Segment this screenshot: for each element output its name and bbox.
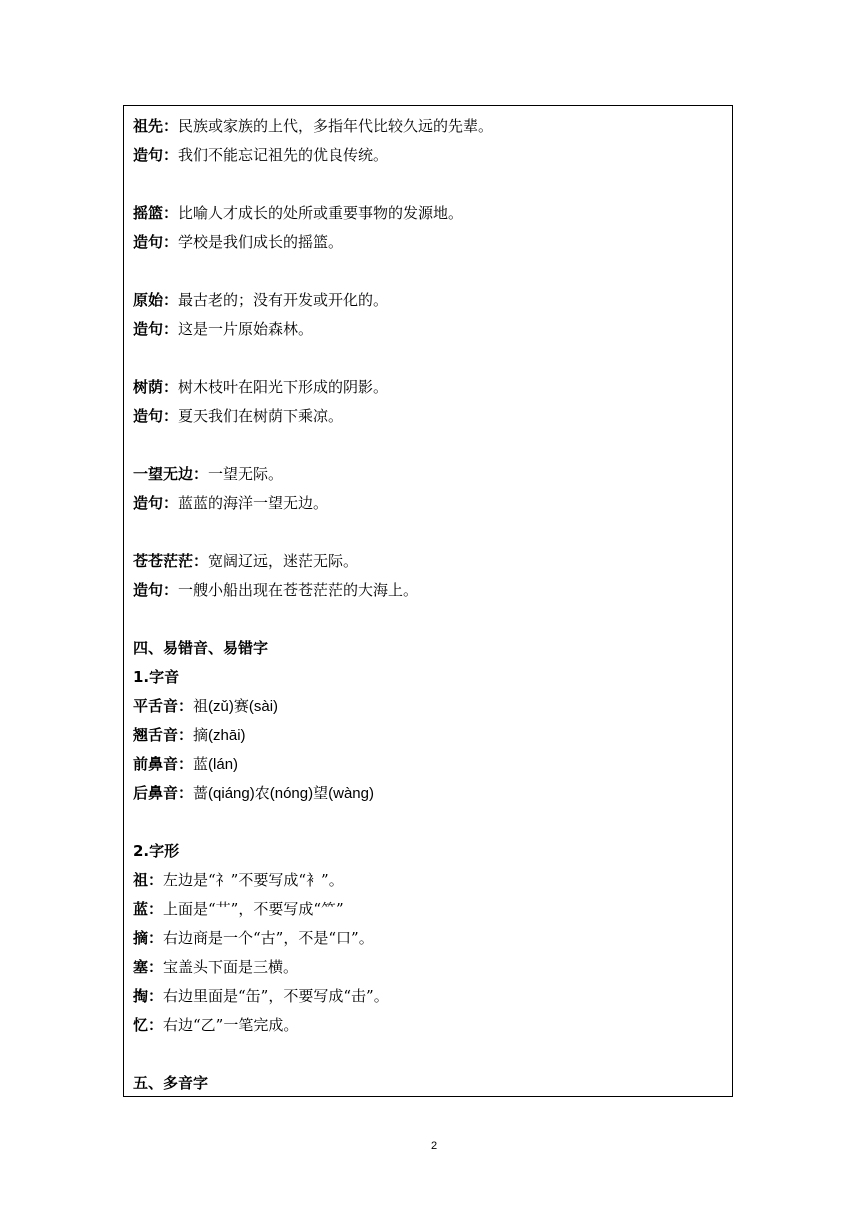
character-shape-line (133, 866, 726, 895)
character: 祖 (193, 697, 209, 715)
vocab-definition: 比喻人才成长的处所或重要事物的发源地。 (178, 204, 464, 222)
example-label: 造句： (133, 320, 179, 338)
content-body (133, 112, 726, 1097)
character: 蓝 (193, 755, 209, 773)
vocab-definition: 宽阔辽远，迷茫无际。 (208, 552, 359, 570)
character-label: 忆： (133, 1016, 164, 1034)
vocab-example-line (133, 402, 726, 431)
pinyin: (wàng) (328, 785, 374, 802)
spacer (133, 257, 726, 286)
example-sentence: 学校是我们成长的摇篮。 (178, 233, 344, 251)
vocab-example-line (133, 576, 726, 605)
example-label: 造句： (133, 494, 179, 512)
vocab-example-line (133, 141, 726, 170)
vocab-term: 苍苍茫茫： (133, 552, 209, 570)
vocab-definition-line (133, 460, 726, 489)
example-label: 造句： (133, 146, 179, 164)
subsection-heading: 1.字音 (133, 668, 180, 686)
shape-note: 宝盖头下面是三横。 (163, 958, 299, 976)
pinyin: (zǔ) (208, 698, 234, 715)
vocab-definition-line (133, 286, 726, 315)
pronunciation-label: 翘舌音： (133, 726, 194, 744)
page-number: 2 (430, 1140, 438, 1152)
example-label: 造句： (133, 407, 179, 425)
pinyin: (lán) (208, 756, 239, 773)
vocab-term: 祖先： (133, 117, 179, 135)
pinyin: (qiáng) (208, 785, 255, 802)
vocab-definition: 树木枝叶在阳光下形成的阴影。 (178, 378, 389, 396)
vocab-example-line (133, 228, 726, 257)
subsection-heading: 2.字形 (133, 842, 180, 860)
vocab-example-line (133, 315, 726, 344)
pinyin: (sài) (248, 698, 279, 715)
pronunciation-line (133, 692, 726, 721)
vocab-term: 摇篮： (133, 204, 179, 222)
spacer (133, 808, 726, 837)
example-sentence: 我们不能忘记祖先的优良传统。 (178, 146, 389, 164)
character-label: 摘： (133, 929, 164, 947)
example-sentence: 这是一片原始森林。 (178, 320, 314, 338)
vocab-term: 原始： (133, 291, 179, 309)
vocab-term: 一望无边： (133, 465, 209, 483)
section-heading: 五、多音字 (133, 1074, 209, 1092)
spacer (133, 1040, 726, 1069)
character-label: 塞： (133, 958, 164, 976)
shape-note: 右边“乙”一笔完成。 (163, 1016, 299, 1034)
example-sentence: 夏天我们在树荫下乘凉。 (178, 407, 344, 425)
spacer (133, 518, 726, 547)
spacer (133, 344, 726, 373)
character-shape-line (133, 1011, 726, 1040)
pinyin: (zhāi) (208, 727, 246, 744)
pronunciation-label: 前鼻音： (133, 755, 194, 773)
pinyin: (nóng) (269, 785, 314, 802)
vocab-definition: 民族或家族的上代，多指年代比较久远的先辈。 (178, 117, 494, 135)
shape-note: 左边是“礻”不要写成“衤”。 (163, 871, 344, 889)
character: 蔷 (193, 784, 209, 802)
example-label: 造句： (133, 581, 179, 599)
character: 摘 (193, 726, 209, 744)
pronunciation-label: 平舌音： (133, 697, 194, 715)
spacer (133, 605, 726, 634)
pronunciation-label: 后鼻音： (133, 784, 194, 802)
shape-note: 右边里面是“缶”，不要写成“击”。 (163, 987, 389, 1005)
section-heading: 四、易错音、易错字 (133, 639, 269, 657)
character-label: 祖： (133, 871, 164, 889)
example-sentence: 一艘小船出现在苍苍茫茫的大海上。 (178, 581, 419, 599)
character: 农 (254, 784, 270, 802)
shape-note: 上面是“艹”，不要写成“⺮” (163, 900, 344, 918)
character: 望 (313, 784, 329, 802)
content-table-cell (123, 105, 733, 1097)
character-shape-line (133, 924, 726, 953)
example-label: 造句： (133, 233, 179, 251)
vocab-definition: 最古老的；没有开发或开化的。 (178, 291, 389, 309)
spacer (133, 431, 726, 460)
character-label: 掏： (133, 987, 164, 1005)
character-label: 蓝： (133, 900, 164, 918)
vocab-definition-line (133, 199, 726, 228)
vocab-definition-line (133, 112, 726, 141)
spacer (133, 170, 726, 199)
pronunciation-line (133, 750, 726, 779)
pronunciation-line (133, 779, 726, 808)
vocab-definition-line (133, 547, 726, 576)
character-shape-line (133, 982, 726, 1011)
shape-note: 右边商是一个“古”，不是“口”。 (163, 929, 374, 947)
character: 赛 (233, 697, 249, 715)
vocab-definition-line (133, 373, 726, 402)
character-shape-line (133, 895, 726, 924)
character-shape-line (133, 953, 726, 982)
example-sentence: 蓝蓝的海洋一望无边。 (178, 494, 329, 512)
vocab-definition: 一望无际。 (208, 465, 284, 483)
pronunciation-line (133, 721, 726, 750)
vocab-term: 树荫： (133, 378, 179, 396)
vocab-example-line (133, 489, 726, 518)
